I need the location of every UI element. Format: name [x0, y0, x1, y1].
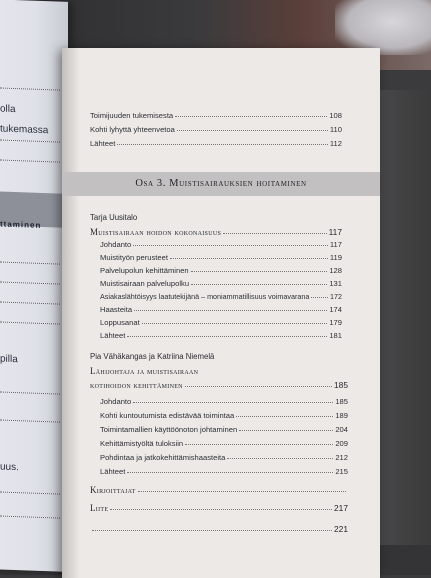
toc-leader	[311, 297, 328, 298]
toc-entry	[100, 425, 348, 434]
toc-entry	[100, 266, 342, 275]
chapter-heading	[90, 227, 342, 237]
chapter-author: Pia Vähäkangas ja Katriina Niemelä	[90, 352, 215, 361]
part-heading: Osa 3. Muistisairauksien hoitaminen	[135, 178, 307, 189]
toc-leader	[175, 116, 327, 117]
background-pillow	[335, 0, 431, 55]
toc-entry	[100, 331, 342, 340]
toc-leader	[239, 430, 333, 431]
toc-entry-label: Lähteet	[100, 331, 126, 340]
toc-entry	[100, 292, 342, 301]
toc-closing-entry	[90, 485, 348, 495]
left-page-fragment: tukemassa	[0, 123, 49, 137]
toc-entry	[100, 397, 348, 406]
left-page-leader	[0, 160, 60, 163]
toc-entry-page: 112	[329, 139, 342, 148]
left-page-leader	[0, 88, 60, 91]
toc-entry	[100, 467, 348, 476]
chapter-author: Tarja Uusitalo	[90, 213, 138, 222]
toc-entry	[100, 305, 342, 314]
toc-leader	[117, 144, 328, 145]
toc-entry	[90, 111, 342, 120]
toc-entry-page: 117	[329, 240, 342, 249]
toc-entry-page: 131	[329, 279, 342, 288]
toc-entry-label: Kehittämistyöltä tuloksiin	[100, 439, 184, 448]
toc-entry-label: Johdanto	[100, 240, 132, 249]
toc-entry	[100, 453, 348, 462]
left-page-leader	[0, 322, 60, 325]
toc-leader	[110, 509, 332, 510]
toc-entry-page: 128	[329, 266, 342, 275]
toc-entry	[100, 318, 342, 327]
toc-entry	[100, 439, 348, 448]
toc-entry	[100, 279, 342, 288]
toc-leader	[227, 458, 333, 459]
toc-closing-entry	[90, 503, 348, 513]
toc-entry-page: 204	[335, 425, 348, 434]
left-page-leader	[0, 392, 60, 395]
toc-entry-page: 209	[335, 439, 348, 448]
chapter-title-line: kotihoidon kehittäminen	[90, 380, 183, 390]
toc-leader	[127, 472, 333, 473]
toc-entry-page: 119	[329, 253, 342, 262]
toc-closing-page: 221	[334, 524, 348, 534]
chapter-page: 117	[328, 227, 342, 237]
toc-entry	[100, 411, 348, 420]
toc-leader	[92, 530, 332, 531]
toc-entry-page: 215	[335, 467, 348, 476]
toc-entry-page: 212	[335, 453, 348, 462]
toc-entry-page: 179	[329, 318, 342, 327]
left-page-leader	[0, 492, 60, 495]
toc-entry-label: Asiakaslähtöisyys laatutekijänä – moniammatillisuus voimavarana	[100, 292, 310, 301]
toc-entry-page: 185	[335, 397, 348, 406]
left-page-leader	[0, 302, 60, 305]
toc-leader	[138, 491, 346, 492]
toc-leader	[236, 416, 333, 417]
toc-leader	[142, 323, 328, 324]
toc-entry-page: 181	[329, 331, 342, 340]
toc-entry-page: 189	[335, 411, 348, 420]
left-page-fragment: pilla	[0, 353, 18, 366]
toc-entry-page: 110	[329, 125, 342, 134]
toc-entry	[100, 253, 342, 262]
toc-entry-label: Haasteita	[100, 305, 133, 314]
toc-page	[62, 48, 380, 578]
toc-entry-label: Muistisairaan palvelupolku	[100, 279, 190, 288]
left-page-leader	[0, 516, 60, 519]
toc-entry-label: Kohti lyhyttä yhteenvetoa	[90, 125, 175, 134]
toc-leader	[170, 258, 328, 259]
left-page-leader	[0, 140, 60, 143]
toc-entry-label: Pohdintaa ja jatkokehittämishaasteita	[100, 453, 226, 462]
toc-leader	[185, 444, 333, 445]
toc-entry-page: 172	[330, 292, 342, 301]
toc-entry-label: Johdanto	[100, 397, 132, 406]
toc-closing-entry	[90, 524, 348, 534]
left-facing-page	[0, 0, 68, 572]
toc-leader	[133, 402, 333, 403]
toc-entry-page: 108	[329, 111, 342, 120]
toc-entry-label: Toimijuuden tukemisesta	[90, 111, 174, 120]
left-page-fragment: olla	[0, 103, 16, 116]
toc-entry-label: Loppusanat	[100, 318, 140, 327]
chapter-heading	[90, 380, 348, 390]
left-page-fragment: uus.	[0, 461, 19, 474]
chapter-title: Muistisairaan hoidon kokonaisuus	[90, 227, 222, 237]
toc-leader	[191, 271, 328, 272]
toc-entry-label: Toimintamallien käyttöönoton johtaminen	[100, 425, 238, 434]
toc-entry-label: Lähteet	[100, 467, 126, 476]
toc-entry-label: Kohti kuntoutumista edistävää toimintaa	[100, 411, 235, 420]
toc-entry-label: Muistityön perusteet	[100, 253, 168, 262]
chapter-title-line: Lähijohtaja ja muistisairaan	[90, 366, 199, 376]
toc-entry-label: Lähteet	[90, 139, 116, 148]
toc-leader	[191, 284, 327, 285]
toc-leader	[185, 386, 332, 387]
toc-leader	[127, 336, 327, 337]
toc-entry	[90, 139, 342, 148]
toc-entry-page: 174	[329, 305, 342, 314]
toc-leader	[134, 310, 327, 311]
left-page-leader	[0, 282, 60, 285]
left-page-leader	[0, 262, 60, 265]
toc-entry	[100, 240, 342, 249]
toc-closing-page: 217	[334, 503, 348, 513]
left-page-fragment: ttaminen	[0, 219, 42, 230]
left-page-leader	[0, 420, 60, 423]
toc-entry-label: Palvelupolun kehittäminen	[100, 266, 189, 275]
toc-leader	[223, 233, 327, 234]
toc-leader	[133, 245, 328, 246]
toc-closing-label: Kirjoittajat	[90, 485, 136, 495]
toc-closing-label: Liite	[90, 503, 109, 513]
toc-entry	[90, 125, 342, 134]
chapter-page: 185	[334, 380, 348, 390]
page-gutter-shade	[62, 48, 80, 578]
toc-leader	[177, 130, 328, 131]
